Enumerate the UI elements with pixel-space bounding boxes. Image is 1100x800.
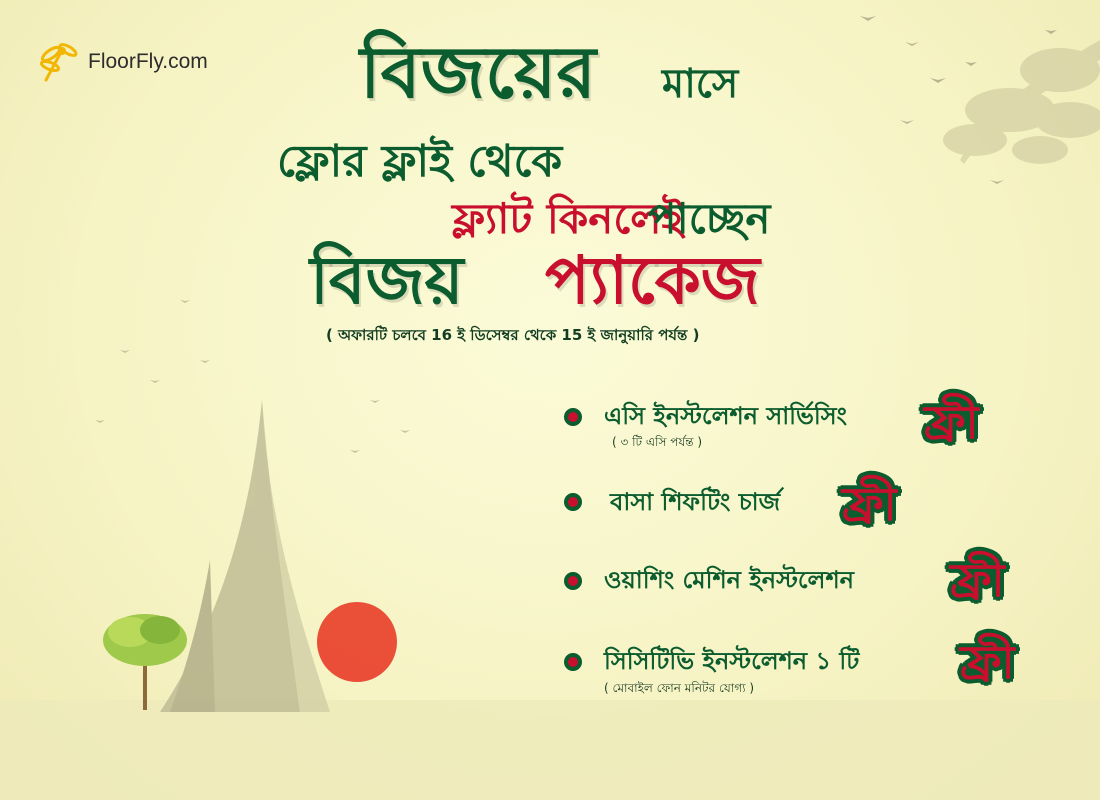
headline-month-word: মাসে — [662, 61, 739, 107]
dragonfly-icon — [38, 40, 82, 84]
bullet-icon — [564, 493, 582, 511]
brand-name: FloorFly.com — [88, 50, 208, 73]
headline-victory-month: বিজয়ের — [360, 30, 597, 114]
headline-victory: বিজয় — [310, 242, 464, 319]
free-badge: ফ্রী — [960, 635, 1015, 689]
offer-ac-note: ( ৩ টি এসি পর্যন্ত ) — [612, 435, 703, 449]
free-badge: ফ্রী — [924, 395, 979, 449]
headline-buy-flat: ফ্ল্যাট কিনলেই — [452, 194, 684, 243]
offer-cctv-note: ( মোবাইল ফোন মনিটর যোগ্য ) — [604, 681, 755, 695]
offer-cctv-installation: সিসিটিভি ইনস্টলেশন ১ টি — [604, 647, 860, 675]
national-memorial — [160, 400, 330, 712]
headline-package: প্যাকেজ — [545, 242, 760, 319]
offer-washing-machine: ওয়াশিং মেশিন ইনস্টলেশন — [604, 566, 854, 594]
offer-home-shifting: বাসা শিফটিং চার্জ — [610, 488, 781, 516]
red-sun — [317, 602, 397, 682]
offer-period: ( অফারটি চলবে 16 ই ডিসেম্বর থেকে 15 ই জানুয়ারি পর্যন্ত ) — [326, 326, 700, 344]
free-badge: ফ্রী — [950, 553, 1005, 607]
ground — [0, 700, 1100, 800]
bullet-icon — [564, 408, 582, 426]
brand-logo[interactable] — [38, 40, 208, 84]
bullet-icon — [564, 572, 582, 590]
headline-you-get: পাচ্ছেন — [648, 194, 771, 243]
offer-ac-installation: এসি ইনস্টলেশন সার্ভিসিং — [604, 402, 847, 430]
bullet-icon — [564, 653, 582, 671]
headline-from-floorfly: ফ্লোর ফ্লাই থেকে — [277, 136, 563, 187]
tree-branches — [943, 40, 1100, 164]
free-badge: ফ্রী — [842, 477, 897, 531]
